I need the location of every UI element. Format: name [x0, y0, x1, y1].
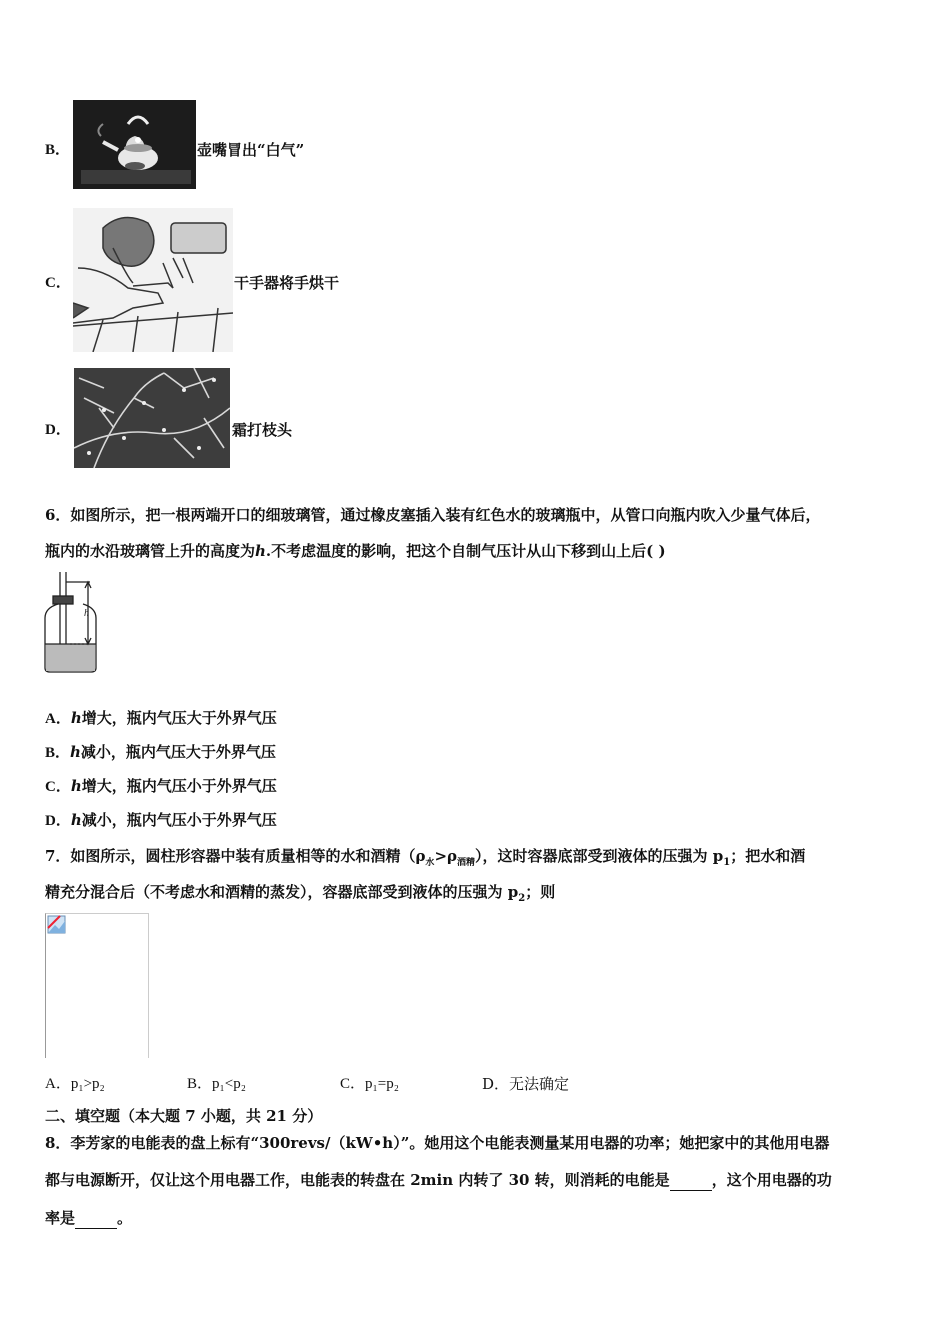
option-text-d: 霜打枝头 [232, 421, 293, 439]
q7-line1: 7．如图所示，圆柱形容器中装有质量相等的水和酒精$(\rho_水>\rho_{酒精})$，这时容器底部受到液体的压强为 $p_1$；把水和酒 [45, 847, 806, 868]
section-heading: 二、填空题（本大题 7 小题，共 21 分） [45, 1107, 323, 1125]
q8-line2: 都与电源断开，仅让这个用电器工作，电能表的转盘在 2min 内转了 30 转，则消耗的电能是 ，这个用电器的功 [45, 1171, 832, 1189]
kettle-icon [73, 100, 196, 189]
q8-line3: 率是 。 [45, 1209, 133, 1227]
q6-option-b: B．h减小，瓶内气压大于外界气压 [45, 743, 276, 761]
q6-line2: 瓶内的水沿玻璃管上升的高度为h.不考虑温度的影响，把这个自制气压计从山下移到山上后( ) [45, 542, 666, 560]
kettle-steam-image [73, 100, 196, 189]
h-label: h [84, 608, 89, 619]
option-text-c: 干手器将手烘干 [234, 274, 340, 292]
missing-image-placeholder [45, 913, 149, 1058]
answer-blank-2[interactable] [75, 1208, 117, 1229]
hand-dryer-image [73, 208, 233, 352]
option-label-d: D． [45, 422, 71, 438]
q6-option-d: D．h减小，瓶内气压小于外界气压 [45, 811, 277, 829]
frost-branches-image [74, 368, 230, 468]
broken-image-icon [47, 915, 67, 935]
barometer-figure [40, 570, 102, 674]
q7-option-b: B．p₁<p₂ [187, 1076, 246, 1092]
q6-option-c: C．h增大，瓶内气压小于外界气压 [45, 777, 277, 795]
option-label-c: C． [45, 275, 71, 291]
option-label-b: B． [45, 142, 71, 158]
q8-line1: 8．李芳家的电能表的盘上标有“300revs/（kW•h）”。她用这个电能表测量某用电器的功率；她把家中的其他用电器 [45, 1134, 830, 1152]
hand-dryer-icon [73, 208, 233, 352]
q6-line1: 6．如图所示，把一根两端开口的细玻璃管，通过橡皮塞插入装有红色水的玻璃瓶中，从管口向瓶内吹入少量气体后， [45, 506, 821, 524]
q7-option-d: D．无法确定 [482, 1075, 570, 1093]
barometer-diagram [40, 570, 102, 674]
q7-option-c: C．p₁=p₂ [340, 1076, 399, 1092]
q7-option-a: A．p₁>p₂ [45, 1076, 105, 1092]
answer-blank-1[interactable] [670, 1170, 712, 1191]
frost-branches-icon [74, 368, 230, 468]
q7-line2: 精充分混合后（不考虑水和酒精的蒸发），容器底部受到液体的压强为 $p_2$；则 [45, 883, 556, 904]
option-text-b: 壶嘴冒出“白气” [197, 141, 305, 159]
q6-option-a: A．h增大，瓶内气压大于外界气压 [45, 709, 277, 727]
